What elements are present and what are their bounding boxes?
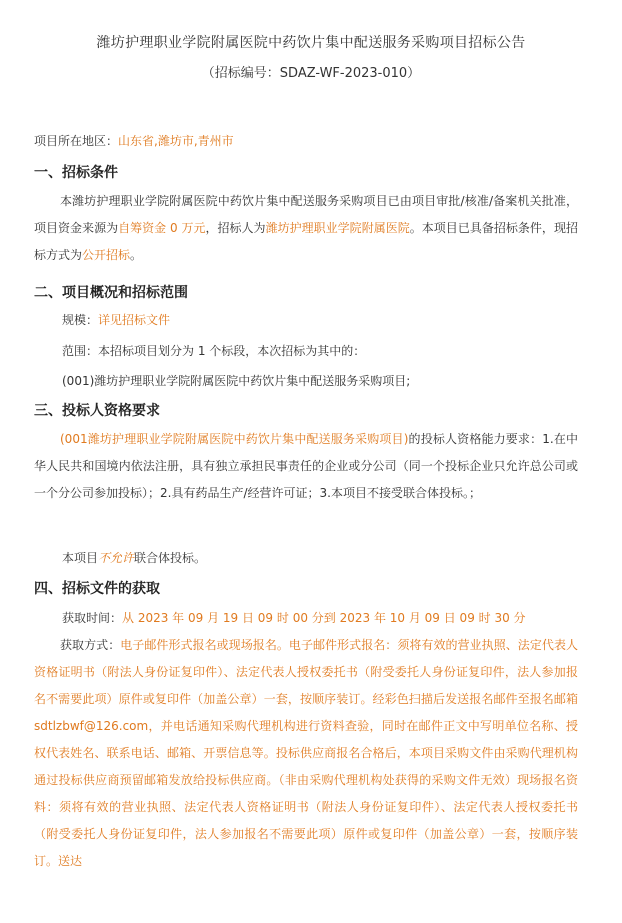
time-value: 从 2023 年 09 月 19 日 09 时 00 分到 2023 年 10 月 09 日 09 时 30 分 <box>122 611 526 625</box>
section-heading-overview: 二、项目概况和招标范围 <box>34 285 188 301</box>
method-text: 电子邮件形式报名或现场报名。电子邮件形式报名：须将有效的营业执照、法定代表人资格证明书（附法人身份证复印件）、法定代表人授权委托书（附受委托人身份证复印件，法人参加报名不需要此项）原件或复印件（加盖公章）一套，按顺序装订。经彩色扫描后发送报名邮件至报名邮箱 sdtlzbwf@126.com，并电话通知采购代理机构进行资料查验，同时在邮件正文中写明单位名称、授权代表姓名、联系电话、邮箱、开票信息等。投标供应商报名合格后，本项目采购文件由采购代理机构通过投标供应商预留邮箱发放给投标供应商。（非由采购代理机构处获得的采购文件无效）现场报名资料：须将有效的营业执照、法定代表人资格证明书（附法人身份证复印件）、法定代表人授权委托书（附受委托人身份证复印件，法人参加报名不需要此项）原件或复印件（加盖公章）一套，按顺序装订。送达 <box>34 638 578 868</box>
method-label: 获取方式： <box>60 638 121 652</box>
tenderer-name: 潍坊护理职业学院附属医院 <box>265 221 410 235</box>
project-region <box>34 132 234 149</box>
obtain-time <box>62 605 582 632</box>
joint-bid-note <box>62 545 582 572</box>
section-conditions-text <box>34 188 578 269</box>
obtain-method <box>34 632 578 875</box>
qualification-lot: (001潍坊护理职业学院附属医院中药饮片集中配送服务采购项目) <box>60 432 409 446</box>
tender-number: （招标编号：SDAZ-WF-2023-010） <box>201 66 421 81</box>
qualification-body: 的投标人资格能力要求：1.在中华人民共和国境内依法注册，具有独立承担民事责任的企业或分公司（同一个投标企业只允许总公司或一个分公司参加投标）；2.具有药品生产/经营许可证；3.本项目不接受联合体投标。； <box>34 432 578 500</box>
joint-text-a: 本项目 <box>62 551 99 565</box>
time-label: 获取时间： <box>62 611 123 625</box>
scale-label: 规模： <box>62 313 99 327</box>
conditions-text-e: 。本项目已具备招标条件，现招标方式为 <box>34 221 578 262</box>
conditions-text-c: ，招标人为 <box>205 221 266 235</box>
conditions-text-g: 。 <box>130 248 143 262</box>
conditions-text-a: 本潍坊护理职业学院附属医院中药饮片集中配送服务采购项目已由项目审批/核准/备案机关批准，项目资金来源为 <box>34 194 578 235</box>
section-heading-qualification: 三、投标人资格要求 <box>34 403 160 419</box>
section-heading-obtain: 四、招标文件的获取 <box>34 581 160 597</box>
joint-not-allowed: 不允许 <box>98 551 135 565</box>
section-heading-conditions: 一、招标条件 <box>34 165 118 181</box>
fund-source: 自筹资金 0 万元 <box>118 221 206 235</box>
region-label: 项目所在地区： <box>34 134 119 148</box>
tender-method: 公开招标 <box>82 248 131 262</box>
lot-item: (001)潍坊护理职业学院附属医院中药饮片集中配送服务采购项目; <box>62 374 411 388</box>
qualification-text <box>34 426 578 507</box>
region-value: 山东省,潍坊市,青州市 <box>118 134 234 148</box>
joint-text-c: 联合体投标。 <box>134 551 207 565</box>
scale-value: 详见招标文件 <box>98 313 171 327</box>
project-scale <box>62 307 582 334</box>
project-range: 范围：本招标项目划分为 1 个标段，本次招标为其中的： <box>62 344 366 358</box>
page-title: 潍坊护理职业学院附属医院中药饮片集中配送服务采购项目招标公告 <box>96 35 526 51</box>
